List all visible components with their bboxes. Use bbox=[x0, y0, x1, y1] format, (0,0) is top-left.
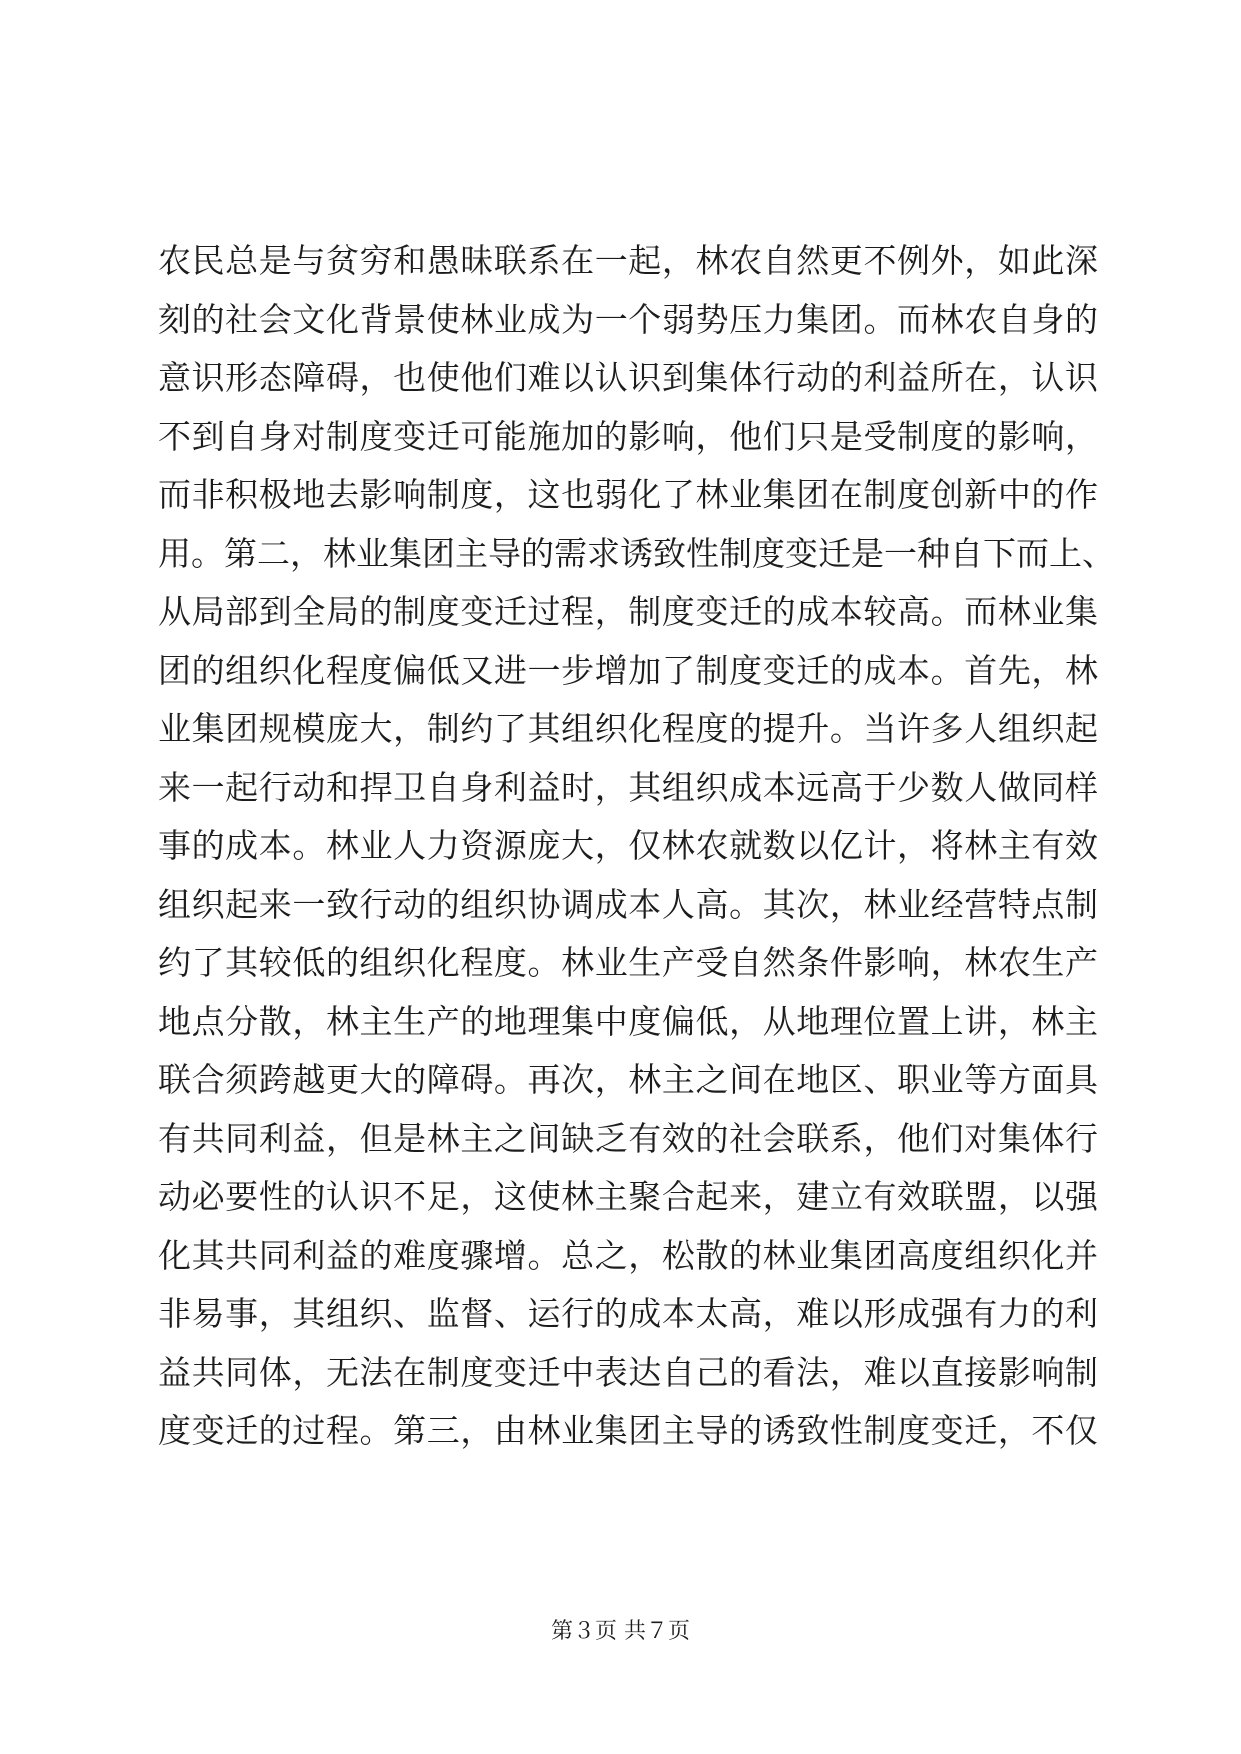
text-line: 度变迁的过程。第三，由林业集团主导的诱致性制度变迁，不仅 bbox=[158, 1411, 1098, 1450]
text-line: 有共同利益，但是林主之间缺乏有效的社会联系，他们对集体行 bbox=[158, 1118, 1098, 1158]
text-line: 来一起行动和捍卫自身利益时，其组织成本远高于少数人做同样 bbox=[158, 767, 1098, 807]
text-line: 联合须跨越更大的障碍。再次，林主之间在地区、职业等方面具 bbox=[158, 1060, 1098, 1099]
text-line: 意识形态障碍，也使他们难以认识到集体行动的利益所在，认识 bbox=[158, 358, 1098, 397]
body-text bbox=[158, 232, 1115, 1461]
text-line: 用。第二，林业集团主导的需求诱致性制度变迁是一种自下而上、 bbox=[158, 533, 1115, 573]
text-line: 农民总是与贫穷和愚昧联系在一起，林农自然更不例外，如此深 bbox=[158, 241, 1098, 280]
text-line: 不到自身对制度变迁可能施加的影响，他们只是受制度的影响， bbox=[158, 416, 1098, 456]
text-line: 而非积极地去影响制度，这也弱化了林业集团在制度创新中的作 bbox=[158, 475, 1098, 514]
text-line: 事的成本。林业人力资源庞大，仅林农就数以亿计，将林主有效 bbox=[158, 826, 1098, 865]
text-line: 团的组织化程度偏低又进一步增加了制度变迁的成本。首先，林 bbox=[158, 650, 1098, 690]
text-line: 组织起来一致行动的组织协调成本人高。其次，林业经营特点制 bbox=[158, 884, 1098, 924]
text-line: 动必要性的认识不足，这使林主聚合起来，建立有效联盟，以强 bbox=[158, 1177, 1098, 1216]
text-line: 刻的社会文化背景使林业成为一个弱势压力集团。而林农自身的 bbox=[158, 299, 1098, 339]
text-line: 约了其较低的组织化程度。林业生产受自然条件影响，林农生产 bbox=[158, 943, 1098, 982]
text-line: 非易事，其组织、监督、运行的成本太高，难以形成强有力的利 bbox=[158, 1294, 1098, 1333]
text-line: 地点分散，林主生产的地理集中度偏低，从地理位置上讲，林主 bbox=[158, 1001, 1098, 1041]
page-footer: 第３页 共７页 bbox=[551, 1619, 690, 1644]
text-line: 化其共同利益的难度骤增。总之，松散的林业集团高度组织化并 bbox=[158, 1235, 1098, 1275]
text-line: 益共同体，无法在制度变迁中表达自己的看法，难以直接影响制 bbox=[158, 1352, 1098, 1392]
text-line: 从局部到全局的制度变迁过程，制度变迁的成本较高。而林业集 bbox=[158, 592, 1098, 631]
text-line: 业集团规模庞大，制约了其组织化程度的提升。当许多人组织起 bbox=[158, 709, 1098, 748]
